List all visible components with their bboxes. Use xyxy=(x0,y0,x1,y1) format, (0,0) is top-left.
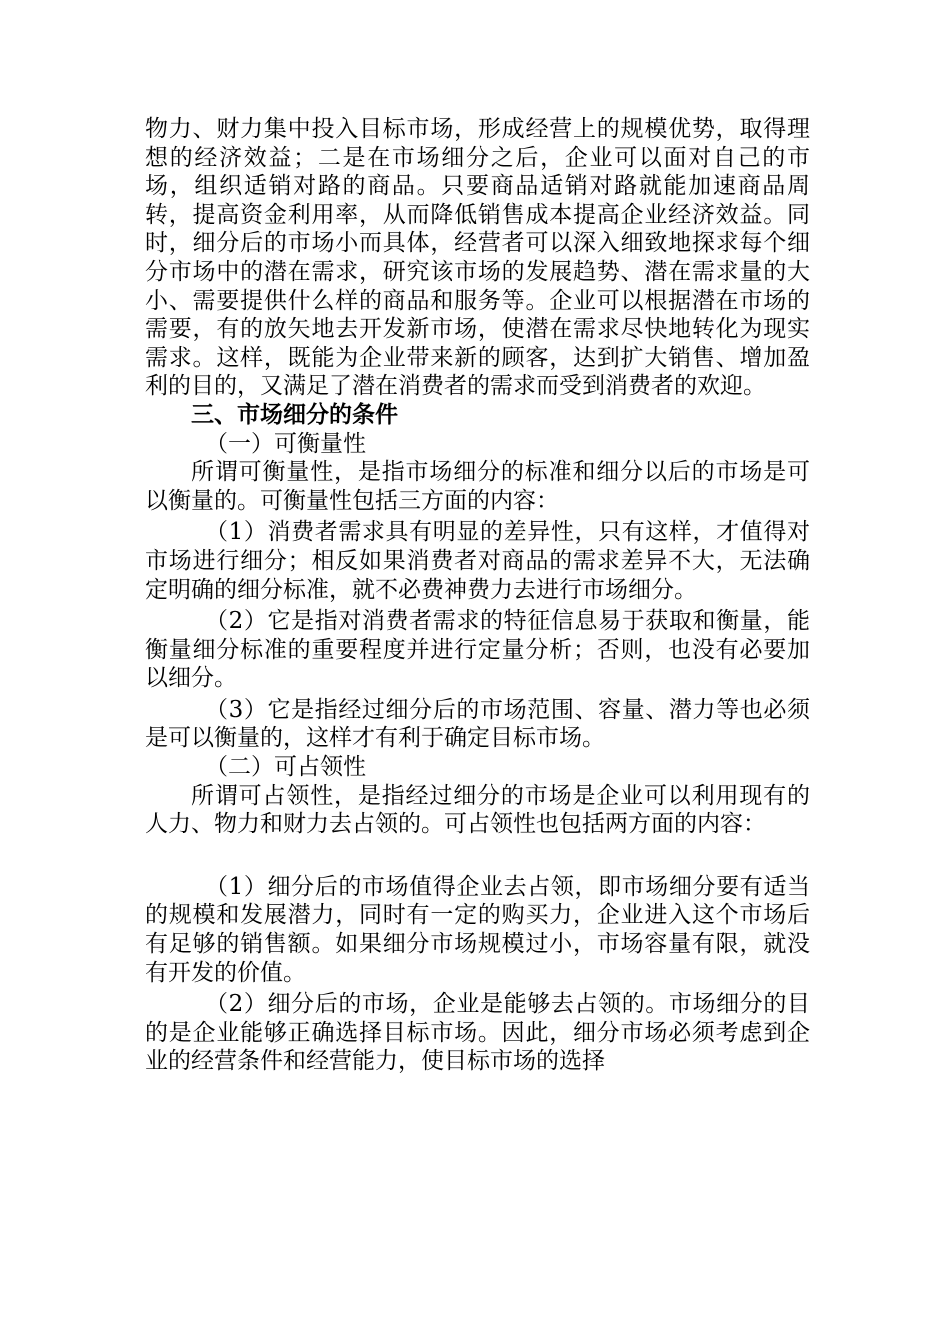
subsection-heading-accessibility: （二）可占领性 xyxy=(205,754,366,781)
accessibility-item-1: （1）细分后的市场值得企业去占领，即市场细分要有适当的规模和发展潜力，同时有一定的购买力，企业进入这个市场后有足够的销售额。如果细分市场规模过小，市场容量有限，就没有开发的价值。 xyxy=(145,873,810,986)
document-page xyxy=(145,115,810,1076)
measurability-item-2: （2）它是指对消费者需求的特征信息易于获取和衡量，能衡量细分标准的重要程度并进行定量分析；否则，也没有必要加以细分。 xyxy=(145,608,810,692)
subsection-heading-measurability: （一）可衡量性 xyxy=(205,430,366,457)
section-heading: 三、市场细分的条件 xyxy=(191,400,398,428)
measurability-item-3: （3）它是指经过细分后的市场范围、容量、潜力等也必须是可以衡量的，这样才有利于确定目标市场。 xyxy=(145,696,810,752)
accessibility-intro-paragraph: 所谓可占领性，是指经过细分的市场是企业可以利用现有的人力、物力和财力去占领的。可占领性也包括两方面的内容： xyxy=(145,782,810,838)
intro-paragraph: 物力、财力集中投入目标市场，形成经营上的规模优势，取得理想的经济效益；二是在市场细分之后，企业可以面对自己的市场，组织适销对路的商品。只要商品适销对路就能加速商品周转，提高资金利用率，从而降低销售成本提高企业经济效益。同时，细分后的市场小而具体，经营者可以深入细致地探求每个细分市场中的潜在需求，研究该市场的发展趋势、潜在需求量的大小、需要提供什么样的商品和服务等。企业可以根据潜在市场的需要，有的放矢地去开发新市场，使潜在需求尽快地转化为现实需求。这样，既能为企业带来新的顾客，达到扩大销售、增加盈利的目的，又满足了潜在消费者的需求而受到消费者的欢迎。 xyxy=(145,116,810,400)
accessibility-item-2: （2）细分后的市场，企业是能够去占领的。市场细分的目的是企业能够正确选择目标市场。因此，细分市场必须考虑到企业的经营条件和经营能力，使目标市场的选择 xyxy=(145,991,810,1075)
measurability-intro-paragraph: 所谓可衡量性，是指市场细分的标准和细分以后的市场是可以衡量的。可衡量性包括三方面的内容： xyxy=(145,459,810,514)
measurability-item-1: （1）消费者需求具有明显的差异性，只有这样，才值得对市场进行细分；相反如果消费者对商品的需求差异不大，无法确定明确的细分标准，就不必费神费力去进行市场细分。 xyxy=(145,519,810,603)
